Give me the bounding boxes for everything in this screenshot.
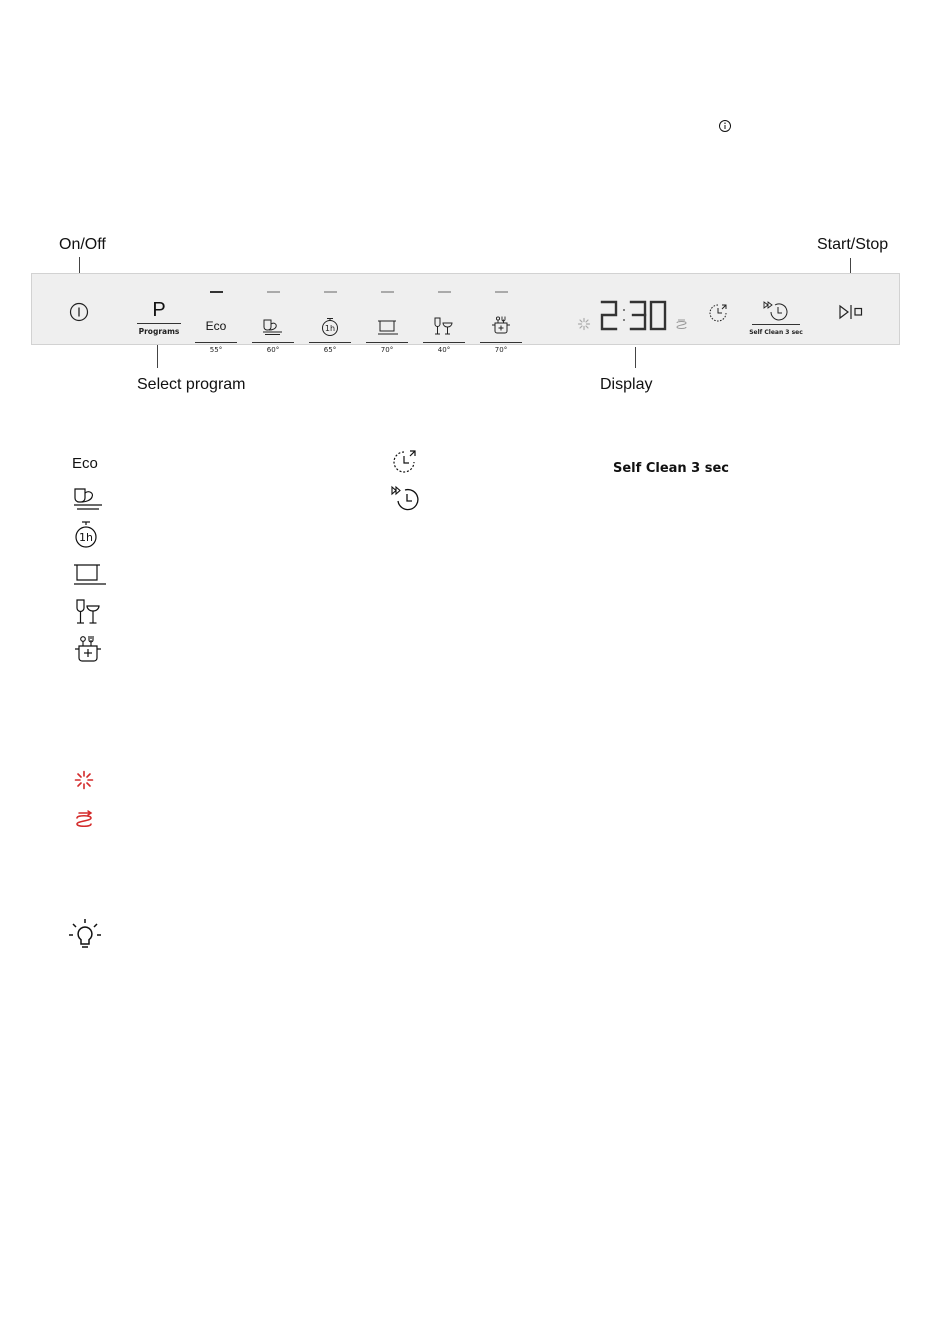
speed-rule <box>752 324 800 325</box>
leader-select-program <box>157 341 158 368</box>
legend-salt-icon <box>74 810 94 830</box>
leader-display <box>635 347 636 368</box>
program-1h-button[interactable] <box>309 291 351 357</box>
callout-display: Display <box>600 376 653 393</box>
start-stop-button[interactable] <box>837 304 865 320</box>
program-temp: 40° <box>437 346 451 354</box>
program-pot-plus-button[interactable] <box>480 291 522 357</box>
program-temp: 55° <box>209 346 223 354</box>
program-temp: 70° <box>380 346 394 354</box>
stopwatch-1h-icon <box>309 315 351 337</box>
legend-glasses-icon <box>74 598 102 626</box>
program-rule <box>195 342 237 343</box>
power-button[interactable] <box>69 302 89 322</box>
program-rule <box>252 342 294 343</box>
program-cup-button[interactable] <box>252 291 294 357</box>
callout-start-stop: Start/Stop <box>817 236 889 253</box>
program-rule <box>480 342 522 343</box>
pot-plus-icon <box>480 315 522 337</box>
program-glass-button[interactable] <box>423 291 465 357</box>
programs-label: Programs <box>138 327 180 336</box>
info-circle-icon <box>718 119 732 133</box>
program-indicator <box>438 291 451 293</box>
self-clean-label: Self Clean 3 sec <box>749 329 803 336</box>
legend-pot-icon <box>72 560 108 588</box>
program-rule <box>366 342 408 343</box>
callout-select-program: Select program <box>137 376 246 393</box>
rinse-aid-icon <box>577 317 591 331</box>
program-temp: 70° <box>494 346 508 354</box>
legend-pot-plus-icon <box>72 635 104 665</box>
speed-self-clean-button[interactable] <box>749 300 803 338</box>
legend-rinse-aid-icon <box>74 770 94 790</box>
program-indicator <box>381 291 394 293</box>
legend-eco: Eco <box>72 455 98 472</box>
programs-rule <box>137 323 181 324</box>
legend-delay-start-icon <box>390 448 420 476</box>
programs-button[interactable] <box>137 300 181 340</box>
salt-icon <box>675 318 687 330</box>
program-temp: 60° <box>266 346 280 354</box>
tip-bulb-icon <box>67 917 103 953</box>
seven-segment-digits <box>600 300 670 332</box>
legend-cup-plate-icon <box>72 486 104 512</box>
program-eco-button[interactable] <box>195 291 237 357</box>
programs-letter: P <box>152 299 166 321</box>
delay-start-button[interactable] <box>707 302 729 324</box>
program-indicator <box>267 291 280 293</box>
svg-text:1h: 1h <box>324 324 336 333</box>
eco-label: Eco <box>205 319 227 333</box>
program-rule <box>423 342 465 343</box>
program-rule <box>309 342 351 343</box>
pot-icon <box>366 315 408 337</box>
legend-self-clean: Self Clean 3 sec <box>613 461 730 476</box>
callout-on-off: On/Off <box>59 236 106 253</box>
legend-speed-icon <box>390 485 420 513</box>
program-indicator <box>210 291 223 293</box>
program-indicator <box>324 291 337 293</box>
program-indicator <box>495 291 508 293</box>
program-pot-button[interactable] <box>366 291 408 357</box>
svg-text:1h: 1h <box>79 531 93 544</box>
glasses-icon <box>423 315 465 337</box>
program-temp: 65° <box>323 346 337 354</box>
legend-stopwatch-1h-icon <box>73 520 99 550</box>
cup-plate-icon <box>252 315 294 337</box>
speed-clock-icon <box>761 300 791 322</box>
